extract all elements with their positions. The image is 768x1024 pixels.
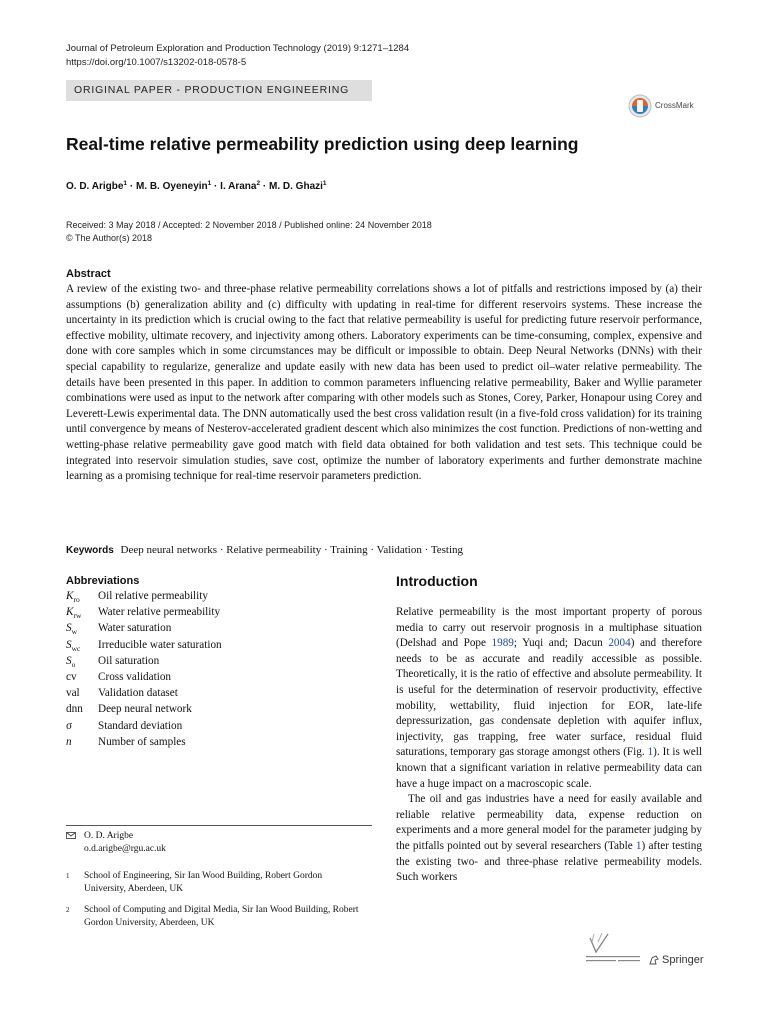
author-name: O. D. Arigbe [66,181,124,192]
history-dates: Received: 3 May 2018 / Accepted: 2 November 2018 / Published online: 24 November 2018 [66,220,432,230]
abbreviation-definition: Cross validation [98,671,172,683]
author-separator: · [262,181,267,192]
affiliation-text: School of Computing and Digital Media, Sir Ian Wood Building, Robert Gordon University, Aberdeen, UK [84,905,359,928]
abstract-text: A review of the existing two- and three-phase relative permeability correlations shows a lot of pitfalls and restrictions imposed by (a) their assumptions (b) generalization ability and (c) difficulty with updating in real-time for different reservoirs systems. These increase the uncertainty in its prediction which is crucial owing to the fact that relative permeability is useful for predicting future reservoir performance, effective mobility, ultimate recovery, and injectivity among others. Laboratory experiments can be time-consuming, complex, expensive and done with core samples which in some circumstances may be difficult or impossible to obtain. Deep Neural Networks (DNNs) with their special capability to regularize, generalize and update easily with new data has been used to predict oil–water relative permeability. The details have been presented in this paper. In addition to common parameters influencing relative permeability, Baker and Wyllie parameter combinations were used as input to the network after comparing with other models such as Stones, Corey, Parker, Honapour using Corey and Leverett-Lewis experimental data. The DNN automatically used the best cross validation result (in a five-fold cross validation) for its training until convergence by means of Nesterov-accelerated gradient descent which also minimizes the cost function. Predictions of non-wetting and wetting-phase relative permeability gave good match with field data obtained for both validation and test sets. This technique could be integrated into reservoir simulation studies, save cost, optimize the number of laboratory experiments and further demonstrate machine learning as a promising technique for real-time reservoir parameters prediction. [66,283,702,483]
abbreviation-symbol: S [66,654,72,667]
citation-link[interactable]: 1989 [491,637,514,650]
abbreviation-symbol: S [66,622,72,635]
introduction-text [396,605,702,886]
kacst-logo [582,930,642,966]
author-list [66,181,327,192]
abbreviation-symbol: dnn [66,703,83,716]
footnote-divider [66,825,372,826]
abbreviation-term [66,606,81,620]
abbreviation-definition: Validation dataset [98,687,178,700]
abbreviation-symbol: K [66,606,74,619]
author-affiliation-mark: 1 [322,180,327,187]
abbreviation-subscript: w [71,627,78,637]
abbreviations-heading: Abbreviations [66,575,140,587]
abbreviation-definition: Oil saturation [98,654,160,667]
keywords-text: Deep neural networks · Relative permeability · Training · Validation · Testing [120,544,464,556]
abbreviation-term [66,590,80,604]
text-run: ) after testing the existing two- and three-phase relative permeability models. Such workers [396,839,702,884]
springer-label: Springer [662,954,704,966]
abbreviation-subscript: rw [73,611,82,621]
abbreviation-definition: Deep neural network [98,703,192,716]
abbreviation-term [66,703,83,715]
author-affiliation-mark: 1 [207,180,212,187]
corresponding-author-name: O. D. Arigbe [84,831,134,841]
abbreviation-term [66,736,72,748]
copyright-line: © The Author(s) 2018 [66,233,153,243]
journal-citation: Journal of Petroleum Exploration and Production Technology (2019) 9:1271–1284 [66,43,410,54]
abbreviation-term [66,687,80,699]
abbreviation-definition: Standard deviation [98,719,183,732]
abbreviation-subscript: ro [73,595,80,605]
affiliation-number: 2 [66,906,70,914]
publication-dates [66,219,432,245]
abbreviation-definition: Oil relative permeability [98,590,208,602]
article-type-label: ORIGINAL PAPER - PRODUCTION ENGINEERING [74,84,350,96]
doi-link[interactable]: https://doi.org/10.1007/s13202-018-0578-5 [66,57,247,68]
author-separator: · [214,181,218,192]
paragraph [396,792,702,886]
abbreviation-definition: Water relative permeability [98,606,221,619]
author-name: I. Arana [220,181,257,192]
crossmark-icon [628,94,652,118]
abbreviation-symbol: val [66,687,80,700]
abbreviation-term [66,720,72,732]
paragraph [396,605,702,792]
abbreviation-subscript: o [71,660,76,670]
author-name: M. D. Ghazi [269,181,323,192]
crossmark-label: CrossMark [655,101,694,110]
text-run: ) and therefore needs to be as accurate and readily accessible as possible. Theoretically, it is the ratio of effective and absolute permeability. It is useful for the determination of reservoir productivity, effective mobility, wettability, fluid injection for EOR, late-life depressurization, gas condensate depletion with aquifer influx, injectivity, gas trapping, free water surface, residual fluid saturations, temporary gas storage amongst others (Fig. [396,637,702,759]
abstract-heading: Abstract [66,268,111,280]
keywords-label: Keywords [66,545,114,556]
abbreviation-term [66,622,77,636]
text-run: ). It is well known that a significant variation in relative permeability data can have a huge impact on a macroscopic scale. [396,746,702,790]
author-affiliation-mark: 2 [256,180,261,187]
abbreviation-subscript: wc [71,643,81,653]
abbreviation-symbol: σ [66,719,73,732]
introduction-heading: Introduction [396,573,478,589]
journal-header [66,42,409,70]
abbreviation-definition: Water saturation [98,622,172,635]
abbreviation-symbol: cv [66,671,77,683]
abbreviation-term [66,671,77,683]
publisher-logos [582,930,712,970]
abbreviation-term [66,655,75,669]
envelope-icon [66,832,76,839]
abbreviation-symbol: S [66,638,72,651]
author-affiliation-mark: 1 [123,180,128,187]
keywords [66,544,706,556]
abbreviation-symbol: n [66,735,72,748]
article-type-banner [66,80,372,101]
abbreviation-symbol: K [66,590,74,602]
abbreviation-term [66,639,80,653]
figure-link[interactable]: 1 [647,746,654,759]
affiliation-text: School of Engineering, Sir Ian Wood Building, Robert Gordon University, Aberdeen, UK [84,871,323,894]
text-run: The oil and gas industries have a need for easily available and reliable relative permeability data, expense reduction on experiments and a more general model for the parameter judging by the pitfalls pointed out by several researchers (Table [396,793,702,852]
crossmark-badge[interactable] [628,94,708,122]
paper-title: Real-time relative permeability prediction using deep learning [66,134,579,154]
citation-link[interactable]: 2004 [608,637,631,650]
text-run: ; Yuqi and; Dacun [513,637,609,650]
text-run: Relative permeability is the most important property of porous media to carry out reservoir prognosis in a multiphase situation (Delshad and Pope [396,606,702,650]
springer-horse-icon [648,954,660,966]
abbreviation-definition: Number of samples [98,735,186,748]
author-separator: · [129,181,134,192]
affiliation-number: 1 [66,872,70,880]
author-name: M. B. Oyeneyin [135,181,208,192]
corresponding-author-email[interactable]: o.d.arigbe@rgu.ac.uk [84,844,166,854]
abbreviation-definition: Irreducible water saturation [98,638,222,651]
table-link[interactable]: 1 [635,839,642,852]
